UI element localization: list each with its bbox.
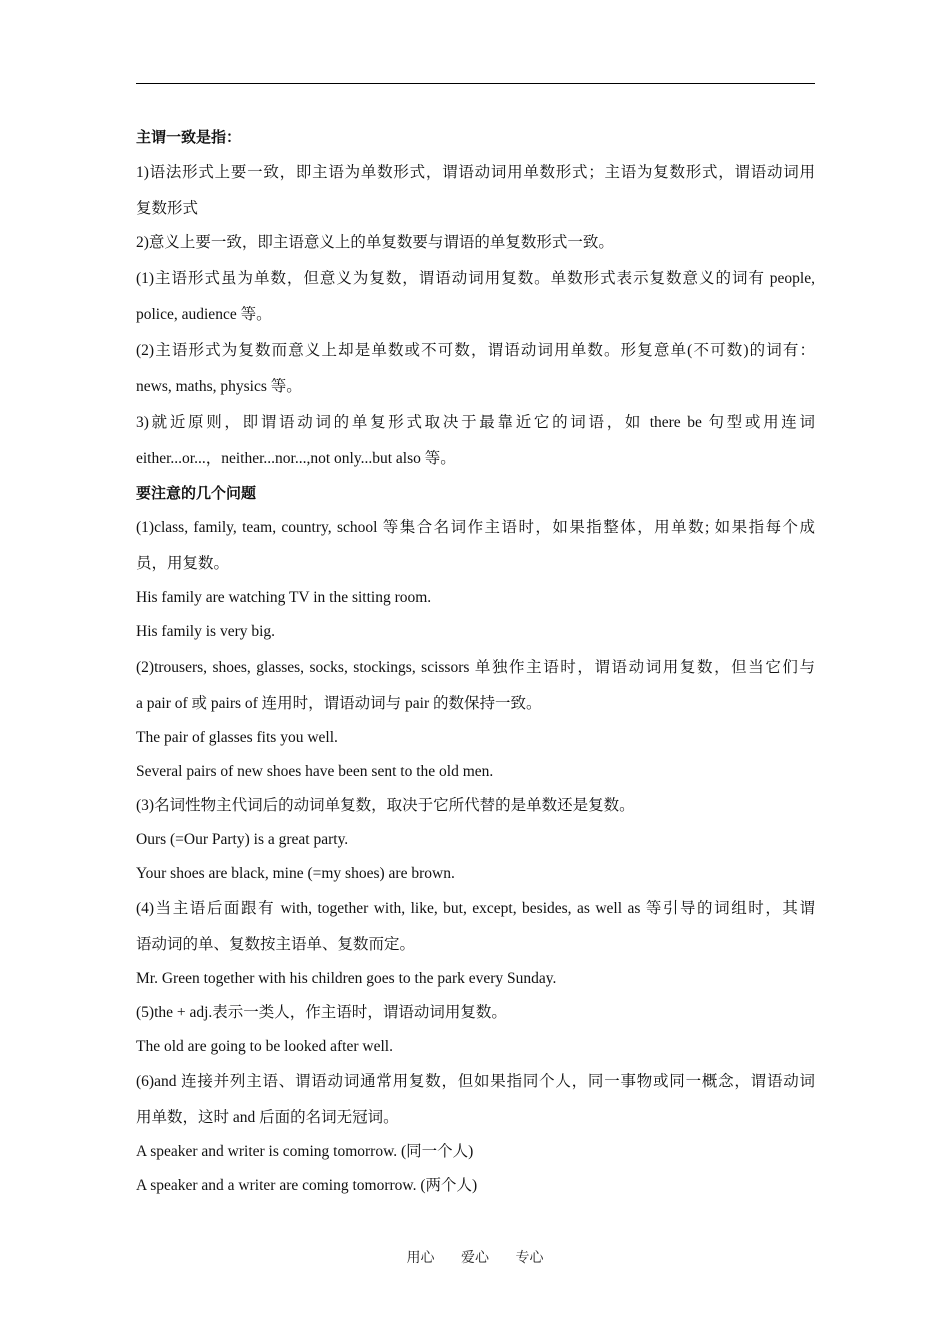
page-footer	[0, 1247, 950, 1267]
footer-word-2: 爱心	[461, 1250, 489, 1266]
rule-2-1-line-2: police, audience 等。	[136, 306, 272, 323]
header-rule	[136, 83, 815, 84]
note-1-line-2: 员，用复数。	[136, 555, 230, 572]
note-6-line-2: 用单数，这时 and 后面的名词无冠词。	[136, 1109, 399, 1126]
note-4-example-1: Mr. Green together with his children goes to the park every Sunday.	[136, 970, 557, 987]
note-6-line-1: (6)and 连接并列主语、谓语动词通常用复数，但如果指同个人，同一事物或同一概念，谓语动词	[136, 1073, 815, 1090]
note-3: (3)名词性物主代词后的动词单复数，取决于它所代替的是单数还是复数。	[136, 797, 635, 814]
rule-2-1-line-1: (1)主语形式虽为单数，但意义为复数，谓语动词用复数。单数形式表示复数意义的词有 people,	[136, 270, 815, 287]
note-3-example-2: Your shoes are black, mine (=my shoes) are brown.	[136, 865, 455, 882]
footer-word-3: 专心	[515, 1250, 544, 1266]
rule-1-line-2: 复数形式	[136, 200, 199, 217]
note-3-example-1: Ours (=Our Party) is a great party.	[136, 831, 349, 848]
rule-2-2-line-2: news, maths, physics 等。	[136, 378, 302, 395]
section-heading-notes: 要注意的几个问题	[136, 484, 257, 502]
rule-2: 2)意义上要一致，即主语意义上的单复数要与谓语的单复数形式一致。	[136, 234, 614, 251]
note-5: (5)the + adj.表示一类人，作主语时，谓语动词用复数。	[136, 1004, 507, 1021]
note-4-line-1: (4)当主语后面跟有 with, together with, like, but, except, besides, as well as 等引导的词组时，其谓	[136, 900, 815, 917]
rule-3-line-1: 3)就近原则，即谓语动词的单复形式取决于最靠近它的词语，如 there be 句型或用连词	[136, 414, 815, 431]
note-6-example-1: A speaker and writer is coming tomorrow. (同一个人)	[136, 1143, 474, 1160]
rule-2-2-line-1: (2)主语形式为复数而意义上却是单数或不可数，谓语动词用单数。形复意单(不可数)的词有：	[136, 342, 815, 359]
note-2-line-2: a pair of 或 pairs of 连用时，谓语动词与 pair 的数保持一致。	[136, 695, 542, 712]
note-1-line-1: (1)class, family, team, country, school 等集合名词作主语时，如果指整体，用单数; 如果指每个成	[136, 519, 815, 536]
document-body	[136, 120, 815, 1203]
footer-word-1: 用心	[406, 1250, 435, 1266]
note-5-example-1: The old are going to be looked after well.	[136, 1038, 393, 1055]
note-2-example-1: The pair of glasses fits you well.	[136, 729, 338, 746]
note-2-example-2: Several pairs of new shoes have been sent to the old men.	[136, 763, 494, 780]
section-heading-definition: 主谓一致是指：	[136, 128, 242, 146]
note-1-example-2: His family is very big.	[136, 623, 276, 640]
note-4-line-2: 语动词的单、复数按主语单、复数而定。	[136, 936, 416, 953]
rule-1-line-1: 1)语法形式上要一致，即主语为单数形式，谓语动词用单数形式；主语为复数形式，谓语动词用	[136, 164, 815, 181]
note-1-example-1: His family are watching TV in the sitting room.	[136, 589, 432, 606]
rule-3-line-2: either...or...，neither...nor...,not only...but also 等。	[136, 450, 456, 467]
note-2-line-1: (2)trousers, shoes, glasses, socks, stockings, scissors 单独作主语时，谓语动词用复数，但当它们与	[136, 659, 815, 676]
note-6-example-2: A speaker and a writer are coming tomorrow. (两个人)	[136, 1177, 478, 1194]
